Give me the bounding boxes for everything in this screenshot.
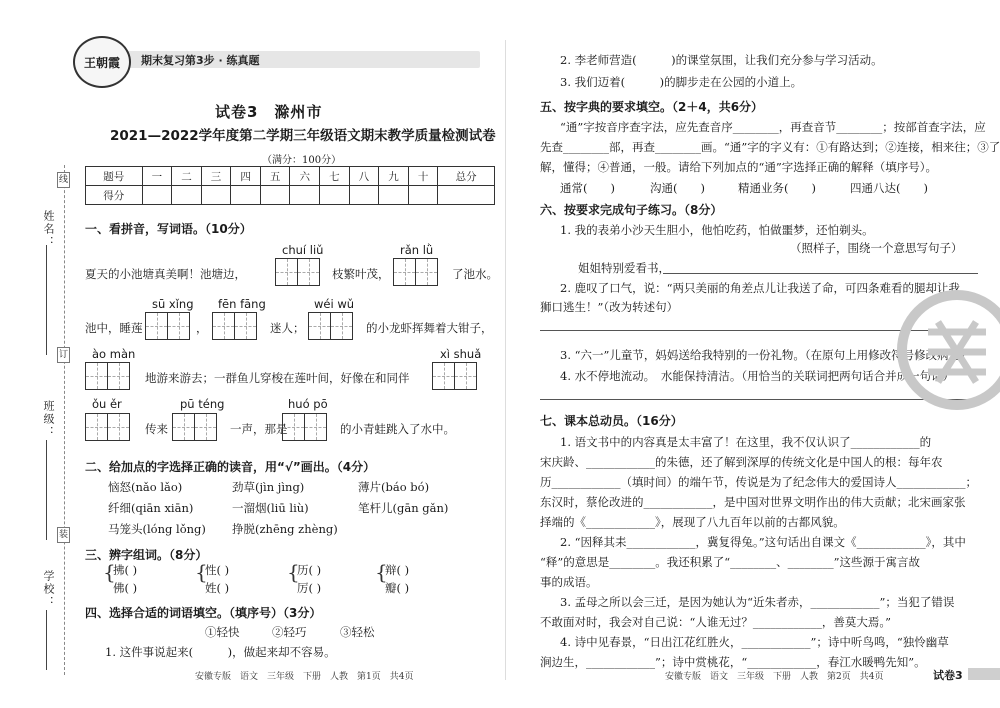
- s7-line: 事的成语。: [540, 575, 598, 589]
- footer-left: 安徽专版 语文 三年级 下册 人教 第1页 共4页: [195, 672, 414, 682]
- score-header-cell: 四: [231, 167, 261, 186]
- class-field[interactable]: [46, 440, 47, 540]
- s1-line2-a: 池中，睡莲: [85, 321, 143, 335]
- section-3-heading: 三、辨字组词。（8分）: [85, 548, 208, 562]
- s1-line4-b: 一声，那是: [230, 422, 288, 436]
- pinyin-weiwu: wéi wǔ: [314, 297, 355, 311]
- score-cell[interactable]: [231, 186, 261, 205]
- s6-q3: 3. “六一”儿童节，妈妈送给我特别的一份礼物。（在原句上用修改符号修改病句）: [560, 348, 972, 362]
- s1-line3-a: 地游来游去；一群鱼儿穿梭在莲叶间，好像在和同伴: [145, 371, 410, 385]
- s7-line[interactable]: “释”的意思是________。我还积累了“________、________”这些源于寓言故: [540, 555, 921, 569]
- s5-line-1: “通”字按音序查字法，应先查音序________，再查音节________；按部首查字法，应: [560, 120, 986, 134]
- pair-brace: {: [375, 560, 388, 584]
- pron-item[interactable]: 一溜烟(liū liù): [232, 501, 309, 515]
- pinyin-ranlv: rǎn lǜ: [400, 243, 434, 257]
- answer-grid-chuiliu[interactable]: [275, 258, 319, 286]
- pron-item[interactable]: 劲草(jìn jìng): [232, 480, 305, 494]
- score-cell[interactable]: [408, 186, 438, 205]
- s7-line[interactable]: 东汉时，蔡伦改进的____________，是中国对世界文明作出的伟大贡献；北宋画家张: [540, 495, 966, 509]
- paper-subtitle: 2021—2022学年度第二学期三年级语文期末教学质量检测试卷: [110, 128, 496, 144]
- option-1: ①轻快: [205, 625, 240, 639]
- s7-line[interactable]: 不敢面对时，我会对自己说：“人谁无过？____________，善莫大焉。”: [540, 615, 892, 629]
- score-cell[interactable]: [379, 186, 409, 205]
- answer-grid-puteng[interactable]: [172, 413, 216, 441]
- s6-q2-a: 2. 鹿叹了口气，说：“两只美丽的角差点儿让我送了命，可四条难看的腿却让我: [560, 281, 961, 295]
- binding-tag-bind: 装: [57, 527, 70, 543]
- answer-grid-aoman[interactable]: [85, 362, 129, 390]
- section-1-heading: 一、看拼音，写词语。（10分）: [85, 222, 252, 236]
- s1-line2-b: ，: [196, 321, 208, 335]
- s5-item[interactable]: 精通业务( ): [738, 181, 816, 195]
- pron-item[interactable]: 笔杆儿(gān gǎn): [358, 501, 449, 515]
- watermark-stamp-glyph: [918, 312, 996, 390]
- answer-grid-xishua[interactable]: [432, 362, 476, 390]
- score-header-cell: 八: [349, 167, 379, 186]
- answer-grid-huopo[interactable]: [282, 413, 326, 441]
- char-word-item[interactable]: 辩( ): [385, 563, 410, 577]
- score-cell[interactable]: [260, 186, 290, 205]
- s1-line1-a: 夏天的小池塘真美啊！池塘边，: [85, 267, 246, 281]
- option-2: ②轻巧: [272, 625, 307, 639]
- pinyin-aoman: ào màn: [92, 347, 136, 361]
- s5-item[interactable]: 通常( ): [560, 181, 615, 195]
- brand-logo: [73, 36, 131, 88]
- q4-item-1[interactable]: 1. 这件事说起来( )，做起来却不容易。: [105, 645, 336, 659]
- pinyin-huopo: huó pō: [288, 397, 328, 411]
- pron-item[interactable]: 薄片(báo bó): [358, 480, 430, 494]
- s1-line4-a: 传来: [145, 422, 168, 436]
- q4-item-2[interactable]: 2. 李老师营造( )的课堂氛围，让我们充分参与学习活动。: [560, 53, 883, 67]
- s1-line1-b: 枝繁叶茂，: [332, 267, 390, 281]
- answer-grid-ranlv[interactable]: [393, 258, 437, 286]
- section-4-heading: 四、选择合适的词语填空。（填序号）（3分）: [85, 606, 322, 620]
- binding-tag-line: 线: [57, 172, 70, 188]
- char-word-item[interactable]: 姓( ): [205, 581, 230, 595]
- s7-line[interactable]: 历____________（填时间）的端午节，传说是为了纪念伟大的爱国诗人____________；: [540, 475, 977, 489]
- score-header-cell: 九: [379, 167, 409, 186]
- s1-line2-c: 迷人；: [270, 321, 305, 335]
- option-3: ③轻松: [340, 625, 375, 639]
- score-cell[interactable]: [320, 186, 350, 205]
- char-word-item[interactable]: 厉( ): [297, 581, 322, 595]
- section-6-heading: 六、按要求完成句子练习。（8分）: [540, 203, 723, 217]
- s1-line2-d: 的小龙虾挥舞着大钳子，: [366, 321, 493, 335]
- s7-line[interactable]: 涧边生，____________”；诗中赏桃花，“____________，春江水暖鸭先知”。: [540, 655, 926, 669]
- s7-line[interactable]: 宋庆龄、____________的朱德，还了解到深厚的传统文化是中国人的根：每年农: [540, 455, 943, 469]
- score-header-cell: 三: [201, 167, 231, 186]
- s1-line1-c: 了池水。: [452, 267, 498, 281]
- s5-line-3: 解，懂得；④普通，一般。请给下列加点的“通”字选择正确的解释（填序号）。: [540, 160, 938, 174]
- section-5-heading: 五、按字典的要求填空。（2＋4，共6分）: [540, 100, 764, 114]
- logo-text: 王朝霞: [83, 56, 120, 70]
- s7-line[interactable]: 2. “因释其耒____________，冀复得兔。”这句话出自课文《____________》，其中: [560, 535, 966, 549]
- s1-line4-c: 的小青蛙跳入了水中。: [340, 422, 455, 436]
- header-bar-text: 期末复习第3步 · 练真题: [141, 54, 260, 67]
- score-header-cell: 六: [290, 167, 320, 186]
- name-field[interactable]: [46, 245, 47, 355]
- answer-grid-suxing[interactable]: [145, 312, 189, 340]
- s6-q1: 1. 我的表弟小沙天生胆小，他怕吃药，怕做噩梦，还怕剃头。: [560, 223, 874, 237]
- score-header-cell: 七: [320, 167, 350, 186]
- school-field[interactable]: [46, 610, 47, 670]
- score-cell[interactable]: [438, 186, 495, 205]
- school-label: 学校：: [42, 570, 55, 609]
- binding-dashed-line: [64, 165, 65, 675]
- score-table-score-row: [86, 186, 495, 205]
- section-2-heading: 二、给加点的字选择正确的读音，用“√”画出。（4分）: [85, 460, 376, 474]
- score-header-cell: 二: [172, 167, 202, 186]
- paper-title: 试卷3 滁州市: [215, 103, 323, 121]
- full-score-note: （满分：100分）: [262, 155, 342, 166]
- score-cell[interactable]: [172, 186, 202, 205]
- s6-q1-hint: （照样子，围绕一个意思写句子）: [790, 241, 963, 255]
- pron-item[interactable]: 挣脱(zhēng zhèng): [232, 522, 338, 536]
- pair-brace: {: [195, 560, 208, 584]
- s7-line[interactable]: 择端的《____________》，展现了八九百年以前的古都风貌。: [540, 515, 845, 529]
- score-cell[interactable]: [349, 186, 379, 205]
- pinyin-suxing: sū xǐng: [152, 297, 194, 311]
- answer-grid-weiwu[interactable]: [308, 312, 352, 340]
- s6-q4: 4. 水不停地流动。 水能保持清洁。（用恰当的关联词把两句话合并成一句话）: [560, 369, 955, 383]
- pinyin-fenfang: fēn fāng: [218, 297, 266, 311]
- score-cell[interactable]: [142, 186, 172, 205]
- s6-q2-b: 狮口逃生！”（改为转述句）: [540, 300, 679, 314]
- pinyin-ouer: ǒu ěr: [92, 397, 122, 411]
- answer-line[interactable]: [663, 273, 978, 274]
- score-cell[interactable]: [290, 186, 320, 205]
- score-header-cell: 总分: [438, 167, 495, 186]
- score-header-cell: 题号: [86, 167, 143, 186]
- pinyin-xishua: xì shuǎ: [440, 347, 482, 361]
- class-label: 班级：: [42, 400, 55, 439]
- pron-item[interactable]: 马笼头(lóng lǒng): [108, 522, 206, 536]
- paper-number-bar: [968, 668, 1000, 680]
- score-row-label: 得分: [86, 186, 143, 205]
- q4-item-3[interactable]: 3. 我们迈着( )的脚步走在公园的小道上。: [560, 75, 803, 89]
- score-header-cell: 十: [408, 167, 438, 186]
- s6-q1-start: 姐姐特别爱看书，: [578, 261, 670, 275]
- score-header-cell: 一: [142, 167, 172, 186]
- page-divider: [505, 40, 506, 680]
- name-label: 姓名：: [42, 210, 55, 249]
- s7-line[interactable]: 4. 诗中见春景，“日出江花红胜火，____________”；诗中听鸟鸣，“独怜幽草: [560, 635, 949, 649]
- answer-line[interactable]: [540, 399, 978, 400]
- section-7-heading: 七、课本总动员。（16分）: [540, 414, 683, 428]
- pair-brace: {: [287, 560, 300, 584]
- pinyin-puteng: pū téng: [180, 397, 225, 411]
- char-word-item[interactable]: 历( ): [297, 563, 322, 577]
- score-cell[interactable]: [201, 186, 231, 205]
- pron-item[interactable]: 恼怒(nǎo lǎo): [108, 480, 183, 494]
- answer-grid-fenfang[interactable]: [212, 312, 256, 340]
- s5-line-2: 先查________部，再查________画。“通”字的字义有：①有路达到；②连接，相来往；③了: [540, 140, 1000, 154]
- pron-item[interactable]: 纤细(qiān xiān): [108, 501, 194, 515]
- char-word-item[interactable]: 佛( ): [113, 581, 138, 595]
- footer-right: 安徽专版 语文 三年级 下册 人教 第2页 共4页: [665, 672, 884, 682]
- s5-item[interactable]: 四通八达( ): [850, 181, 928, 195]
- pinyin-chuiliu: chuí liǔ: [282, 243, 324, 257]
- header-bar: [125, 51, 480, 68]
- score-table: [85, 166, 495, 205]
- s5-item[interactable]: 沟通( ): [650, 181, 705, 195]
- char-word-item[interactable]: 拂( ): [113, 563, 138, 577]
- s7-line[interactable]: 3. 孟母之所以会三迁，是因为她认为“近朱者赤，____________”；当犯了错误: [560, 595, 955, 609]
- pair-brace: {: [103, 560, 116, 584]
- s7-line[interactable]: 1. 语文书中的内容真是太丰富了！在这里，我不仅认识了____________的: [560, 435, 932, 449]
- answer-grid-ouer[interactable]: [85, 413, 129, 441]
- score-table-header-row: [86, 167, 495, 186]
- char-word-item[interactable]: 瓣( ): [385, 581, 410, 595]
- binding-tag-order: 订: [57, 347, 70, 363]
- char-word-item[interactable]: 性( ): [205, 563, 230, 577]
- score-header-cell: 五: [260, 167, 290, 186]
- paper-number-tag: 试卷3: [933, 669, 963, 682]
